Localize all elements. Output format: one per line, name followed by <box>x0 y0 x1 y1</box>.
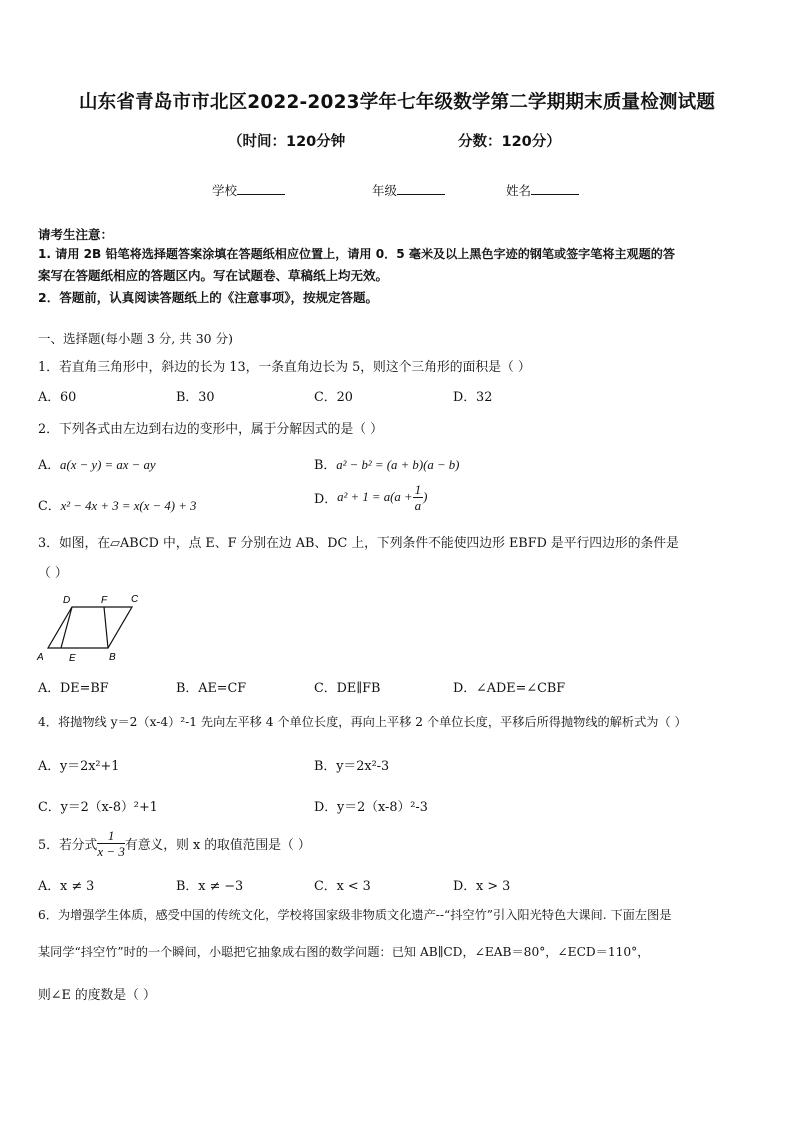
q1-option-a: A．60 <box>38 390 77 405</box>
question-3-stem: 3．如图，在▱ABCD 中，点 E、F 分别在边 AB、DC 上，下列条件不能使四边形 EBFD 是平行四边形的条件是 <box>38 536 679 551</box>
q4-option-a: A．y＝2x²+1 <box>38 759 120 774</box>
question-2-stem: 2．下列各式由左边到右边的变形中，属于分解因式的是（ ） <box>38 422 383 437</box>
label-a: A <box>37 652 44 662</box>
q5-fraction: $\frac{1}{x - 3}$ <box>97 828 125 859</box>
notice-line-1a: 1. 请用 2B 铅笔将选择题答案涂填在答题纸相应位置上，请用 0．5 毫米及以上黑色字迹的钢笔或签字笔将主观题的答 <box>38 247 675 261</box>
question-6-line-2: 某同学“抖空竹”时的一个瞬间，小聪把它抽象成右图的数学问题：已知 AB∥CD，∠EAB＝80°，∠ECD＝110°， <box>38 945 650 959</box>
question-3-paren: （ ） <box>38 566 68 581</box>
q2-option-a-math: a(x − y) = ax − ay <box>60 458 156 472</box>
q2-option-b: B．a² − b² = (a + b)(a − b) <box>314 458 460 473</box>
question-6-line-3: 则∠E 的度数是（ ） <box>38 988 156 1003</box>
school-label: 学校 <box>212 183 238 198</box>
name-label: 姓名 <box>506 183 532 198</box>
q4-option-d: D．y＝2（x-8）²-3 <box>314 800 428 815</box>
q2-option-b-math: a² − b² = (a + b)(a − b) <box>336 458 460 472</box>
q1-option-d: D．32 <box>453 390 493 405</box>
parallelogram-figure <box>34 590 144 662</box>
label-f: F <box>101 595 108 606</box>
exam-score: 分数：120分） <box>458 134 561 150</box>
label-e: E <box>69 653 76 662</box>
label-c: C <box>131 594 139 605</box>
q1-option-c: C．20 <box>314 390 353 405</box>
notice-title: 请考生注意： <box>38 227 114 242</box>
q3-option-a: A．DE=BF <box>38 681 109 696</box>
segment-de <box>61 607 72 648</box>
question-4-stem: 4．将抛物线 y＝2（x-4）²-1 先向左平移 4 个单位长度，再向上平移 2 个单位长度，平移后所得抛物线的解析式为（ ） <box>38 715 687 729</box>
question-1-stem: 1．若直角三角形中，斜边的长为 13，一条直角边长为 5，则这个三角形的面积是（ ） <box>38 360 531 375</box>
name-field <box>506 181 579 199</box>
name-blank <box>531 182 579 195</box>
exam-time: （时间：120分钟 <box>228 134 346 150</box>
q5-option-c: C．x < 3 <box>314 879 371 894</box>
q3-option-b: B．AE=CF <box>176 681 247 696</box>
parallelogram-abcd <box>48 607 132 648</box>
label-d: D <box>63 595 71 606</box>
exam-title: 山东省青岛市市北区2022-2023学年七年级数学第二学期期末质量检测试题 <box>78 92 716 113</box>
segment-fb <box>104 607 108 648</box>
q2-option-d-math: a² + 1 = a(a + <box>337 490 413 504</box>
notice-line-2: 2．答题前，认真阅读答题纸上的《注意事项》，按规定答题。 <box>38 290 378 305</box>
q5-option-a: A．x ≠ 3 <box>38 879 95 894</box>
q5-option-b: B．x ≠ −3 <box>176 879 244 894</box>
grade-label: 年级 <box>372 183 398 198</box>
q2-option-c: C．x² − 4x + 3 = x(x − 4) + 3 <box>38 499 197 514</box>
question-5-stem: 5．若分式 $\frac{1}{x - 3}$ 有意义，则 x 的取值范围是（ ） <box>38 828 311 859</box>
q2-option-d-fraction: $\frac{1}{a}$ <box>414 482 422 513</box>
question-6-line-1: 6．为增强学生体质，感受中国的传统文化，学校将国家级非物质文化遗产--“抖空竹”引入阳光特色大课间. 下面左图是 <box>38 908 672 922</box>
q2-option-a: A．a(x − y) = ax − ay <box>38 458 156 473</box>
label-b: B <box>109 652 116 662</box>
notice-line-1b: 案写在答题纸相应的答题区内。写在试题卷、草稿纸上均无效。 <box>38 268 389 283</box>
section-heading: 一、选择题(每小题 3 分, 共 30 分) <box>38 331 233 346</box>
q2-option-c-math: x² − 4x + 3 = x(x − 4) + 3 <box>60 499 197 513</box>
grade-field <box>372 181 445 199</box>
q3-option-d: D．∠ADE=∠CBF <box>453 681 566 696</box>
school-field <box>212 181 285 199</box>
q1-option-b: B．30 <box>176 390 215 405</box>
q4-option-c: C．y＝2（x-8）²+1 <box>38 800 158 815</box>
q3-option-c: C．DE∥FB <box>314 681 381 696</box>
grade-blank <box>397 182 445 195</box>
q5-option-d: D．x > 3 <box>453 879 511 894</box>
q4-option-b: B．y＝2x²-3 <box>314 759 390 774</box>
school-blank <box>237 182 285 195</box>
q2-option-d: D．a² + 1 = a(a + $\frac{1}{a}$ ) <box>314 482 428 513</box>
